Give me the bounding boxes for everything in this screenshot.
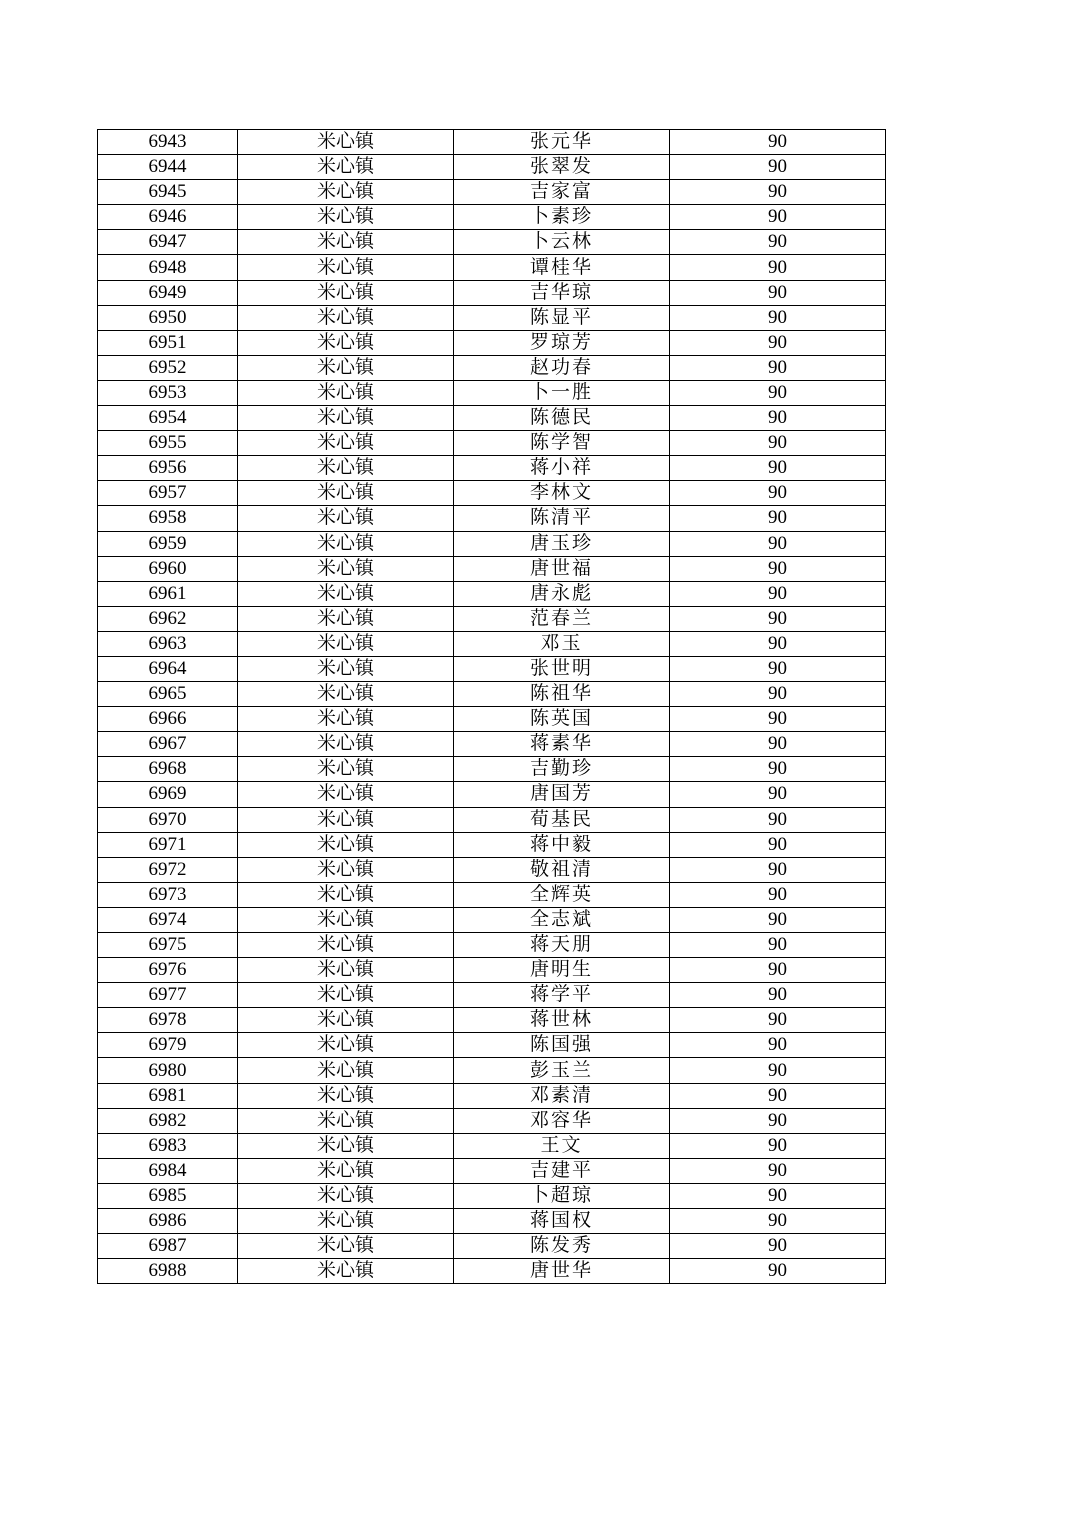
roster-table [97, 129, 886, 1284]
person-name-cell: 卜云林 [454, 230, 670, 255]
table-row [98, 280, 886, 305]
amount-cell: 90 [670, 155, 886, 180]
table-row [98, 1108, 886, 1133]
row-number-cell: 6946 [98, 205, 238, 230]
table-row [98, 707, 886, 732]
row-number-cell: 6970 [98, 807, 238, 832]
person-name-cell: 唐明生 [454, 958, 670, 983]
row-number-cell: 6985 [98, 1183, 238, 1208]
person-name-cell: 全辉英 [454, 882, 670, 907]
amount-cell: 90 [670, 707, 886, 732]
town-cell: 米心镇 [238, 732, 454, 757]
table-row [98, 1008, 886, 1033]
town-cell: 米心镇 [238, 1259, 454, 1284]
amount-cell: 90 [670, 907, 886, 932]
row-number-cell: 6948 [98, 255, 238, 280]
town-cell: 米心镇 [238, 255, 454, 280]
row-number-cell: 6984 [98, 1158, 238, 1183]
person-name-cell: 荀基民 [454, 807, 670, 832]
person-name-cell: 蒋学平 [454, 983, 670, 1008]
amount-cell: 90 [670, 556, 886, 581]
town-cell: 米心镇 [238, 581, 454, 606]
row-number-cell: 6977 [98, 983, 238, 1008]
amount-cell: 90 [670, 330, 886, 355]
amount-cell: 90 [670, 205, 886, 230]
table-row [98, 255, 886, 280]
town-cell: 米心镇 [238, 155, 454, 180]
person-name-cell: 蒋世林 [454, 1008, 670, 1033]
table-row [98, 1033, 886, 1058]
town-cell: 米心镇 [238, 280, 454, 305]
person-name-cell: 王文 [454, 1133, 670, 1158]
person-name-cell: 张翠发 [454, 155, 670, 180]
amount-cell: 90 [670, 1133, 886, 1158]
row-number-cell: 6952 [98, 355, 238, 380]
person-name-cell: 彭玉兰 [454, 1058, 670, 1083]
table-row [98, 631, 886, 656]
table-row [98, 933, 886, 958]
amount-cell: 90 [670, 656, 886, 681]
table-row [98, 406, 886, 431]
amount-cell: 90 [670, 305, 886, 330]
table-row [98, 380, 886, 405]
town-cell: 米心镇 [238, 431, 454, 456]
town-cell: 米心镇 [238, 832, 454, 857]
person-name-cell: 吉建平 [454, 1158, 670, 1183]
table-row [98, 882, 886, 907]
row-number-cell: 6960 [98, 556, 238, 581]
amount-cell: 90 [670, 506, 886, 531]
town-cell: 米心镇 [238, 531, 454, 556]
person-name-cell: 邓容华 [454, 1108, 670, 1133]
person-name-cell: 卜素珍 [454, 205, 670, 230]
amount-cell: 90 [670, 280, 886, 305]
town-cell: 米心镇 [238, 1058, 454, 1083]
town-cell: 米心镇 [238, 130, 454, 155]
table-row [98, 983, 886, 1008]
table-row [98, 907, 886, 932]
table-row [98, 305, 886, 330]
row-number-cell: 6962 [98, 606, 238, 631]
person-name-cell: 吉勤珍 [454, 757, 670, 782]
town-cell: 米心镇 [238, 1108, 454, 1133]
amount-cell: 90 [670, 180, 886, 205]
town-cell: 米心镇 [238, 1209, 454, 1234]
table-row [98, 556, 886, 581]
table-row [98, 832, 886, 857]
amount-cell: 90 [670, 757, 886, 782]
table-row [98, 230, 886, 255]
person-name-cell: 唐国芳 [454, 782, 670, 807]
table-row [98, 1083, 886, 1108]
town-cell: 米心镇 [238, 556, 454, 581]
table-row [98, 682, 886, 707]
row-number-cell: 6943 [98, 130, 238, 155]
table-row [98, 481, 886, 506]
town-cell: 米心镇 [238, 782, 454, 807]
person-name-cell: 李林文 [454, 481, 670, 506]
person-name-cell: 卜一胜 [454, 380, 670, 405]
person-name-cell: 吉华琼 [454, 280, 670, 305]
town-cell: 米心镇 [238, 180, 454, 205]
amount-cell: 90 [670, 230, 886, 255]
table-row [98, 782, 886, 807]
town-cell: 米心镇 [238, 1158, 454, 1183]
row-number-cell: 6969 [98, 782, 238, 807]
town-cell: 米心镇 [238, 506, 454, 531]
town-cell: 米心镇 [238, 933, 454, 958]
row-number-cell: 6949 [98, 280, 238, 305]
row-number-cell: 6981 [98, 1083, 238, 1108]
person-name-cell: 蒋素华 [454, 732, 670, 757]
amount-cell: 90 [670, 682, 886, 707]
row-number-cell: 6986 [98, 1209, 238, 1234]
table-row [98, 531, 886, 556]
row-number-cell: 6953 [98, 380, 238, 405]
amount-cell: 90 [670, 1209, 886, 1234]
town-cell: 米心镇 [238, 882, 454, 907]
row-number-cell: 6967 [98, 732, 238, 757]
table-row [98, 431, 886, 456]
row-number-cell: 6975 [98, 933, 238, 958]
person-name-cell: 唐世华 [454, 1259, 670, 1284]
person-name-cell: 范春兰 [454, 606, 670, 631]
amount-cell: 90 [670, 631, 886, 656]
row-number-cell: 6961 [98, 581, 238, 606]
amount-cell: 90 [670, 355, 886, 380]
row-number-cell: 6964 [98, 656, 238, 681]
amount-cell: 90 [670, 832, 886, 857]
row-number-cell: 6971 [98, 832, 238, 857]
town-cell: 米心镇 [238, 1133, 454, 1158]
amount-cell: 90 [670, 456, 886, 481]
row-number-cell: 6988 [98, 1259, 238, 1284]
table-row [98, 958, 886, 983]
amount-cell: 90 [670, 1083, 886, 1108]
town-cell: 米心镇 [238, 631, 454, 656]
amount-cell: 90 [670, 1058, 886, 1083]
amount-cell: 90 [670, 1158, 886, 1183]
amount-cell: 90 [670, 1008, 886, 1033]
amount-cell: 90 [670, 857, 886, 882]
roster-table-body [98, 130, 886, 1284]
person-name-cell: 蒋国权 [454, 1209, 670, 1234]
table-row [98, 1234, 886, 1259]
row-number-cell: 6965 [98, 682, 238, 707]
amount-cell: 90 [670, 1033, 886, 1058]
table-row [98, 1209, 886, 1234]
table-row [98, 506, 886, 531]
row-number-cell: 6987 [98, 1234, 238, 1259]
person-name-cell: 陈国强 [454, 1033, 670, 1058]
town-cell: 米心镇 [238, 606, 454, 631]
table-row [98, 732, 886, 757]
person-name-cell: 唐永彪 [454, 581, 670, 606]
table-row [98, 355, 886, 380]
town-cell: 米心镇 [238, 456, 454, 481]
town-cell: 米心镇 [238, 757, 454, 782]
person-name-cell: 蒋中毅 [454, 832, 670, 857]
town-cell: 米心镇 [238, 205, 454, 230]
row-number-cell: 6945 [98, 180, 238, 205]
person-name-cell: 卜超琼 [454, 1183, 670, 1208]
row-number-cell: 6980 [98, 1058, 238, 1083]
row-number-cell: 6947 [98, 230, 238, 255]
town-cell: 米心镇 [238, 857, 454, 882]
row-number-cell: 6979 [98, 1033, 238, 1058]
town-cell: 米心镇 [238, 1008, 454, 1033]
person-name-cell: 吉家富 [454, 180, 670, 205]
amount-cell: 90 [670, 1108, 886, 1133]
amount-cell: 90 [670, 1259, 886, 1284]
person-name-cell: 全志斌 [454, 907, 670, 932]
person-name-cell: 唐世福 [454, 556, 670, 581]
table-row [98, 130, 886, 155]
town-cell: 米心镇 [238, 682, 454, 707]
table-row [98, 1183, 886, 1208]
amount-cell: 90 [670, 732, 886, 757]
table-row [98, 456, 886, 481]
amount-cell: 90 [670, 958, 886, 983]
row-number-cell: 6974 [98, 907, 238, 932]
amount-cell: 90 [670, 431, 886, 456]
town-cell: 米心镇 [238, 983, 454, 1008]
row-number-cell: 6976 [98, 958, 238, 983]
amount-cell: 90 [670, 807, 886, 832]
table-row [98, 205, 886, 230]
town-cell: 米心镇 [238, 656, 454, 681]
amount-cell: 90 [670, 255, 886, 280]
person-name-cell: 陈清平 [454, 506, 670, 531]
row-number-cell: 6978 [98, 1008, 238, 1033]
town-cell: 米心镇 [238, 380, 454, 405]
person-name-cell: 蒋小祥 [454, 456, 670, 481]
table-row [98, 1058, 886, 1083]
person-name-cell: 蒋天朋 [454, 933, 670, 958]
amount-cell: 90 [670, 882, 886, 907]
person-name-cell: 邓素清 [454, 1083, 670, 1108]
table-row [98, 180, 886, 205]
person-name-cell: 罗琼芳 [454, 330, 670, 355]
table-row [98, 330, 886, 355]
table-row [98, 757, 886, 782]
row-number-cell: 6959 [98, 531, 238, 556]
row-number-cell: 6983 [98, 1133, 238, 1158]
person-name-cell: 陈显平 [454, 305, 670, 330]
table-row [98, 807, 886, 832]
person-name-cell: 谭桂华 [454, 255, 670, 280]
amount-cell: 90 [670, 933, 886, 958]
person-name-cell: 张世明 [454, 656, 670, 681]
person-name-cell: 陈英国 [454, 707, 670, 732]
town-cell: 米心镇 [238, 230, 454, 255]
person-name-cell: 张元华 [454, 130, 670, 155]
town-cell: 米心镇 [238, 355, 454, 380]
table-row [98, 1259, 886, 1284]
town-cell: 米心镇 [238, 406, 454, 431]
town-cell: 米心镇 [238, 1083, 454, 1108]
amount-cell: 90 [670, 782, 886, 807]
row-number-cell: 6958 [98, 506, 238, 531]
town-cell: 米心镇 [238, 907, 454, 932]
amount-cell: 90 [670, 406, 886, 431]
table-row [98, 1158, 886, 1183]
row-number-cell: 6972 [98, 857, 238, 882]
person-name-cell: 陈学智 [454, 431, 670, 456]
amount-cell: 90 [670, 1234, 886, 1259]
row-number-cell: 6966 [98, 707, 238, 732]
amount-cell: 90 [670, 481, 886, 506]
town-cell: 米心镇 [238, 305, 454, 330]
town-cell: 米心镇 [238, 330, 454, 355]
amount-cell: 90 [670, 531, 886, 556]
town-cell: 米心镇 [238, 481, 454, 506]
row-number-cell: 6957 [98, 481, 238, 506]
person-name-cell: 陈发秀 [454, 1234, 670, 1259]
table-row [98, 606, 886, 631]
town-cell: 米心镇 [238, 1234, 454, 1259]
person-name-cell: 邓玉 [454, 631, 670, 656]
person-name-cell: 唐玉珍 [454, 531, 670, 556]
town-cell: 米心镇 [238, 707, 454, 732]
row-number-cell: 6982 [98, 1108, 238, 1133]
amount-cell: 90 [670, 380, 886, 405]
town-cell: 米心镇 [238, 1183, 454, 1208]
row-number-cell: 6950 [98, 305, 238, 330]
amount-cell: 90 [670, 606, 886, 631]
person-name-cell: 赵功春 [454, 355, 670, 380]
town-cell: 米心镇 [238, 1033, 454, 1058]
row-number-cell: 6944 [98, 155, 238, 180]
row-number-cell: 6973 [98, 882, 238, 907]
table-row [98, 857, 886, 882]
town-cell: 米心镇 [238, 958, 454, 983]
person-name-cell: 敬祖清 [454, 857, 670, 882]
person-name-cell: 陈祖华 [454, 682, 670, 707]
row-number-cell: 6963 [98, 631, 238, 656]
person-name-cell: 陈德民 [454, 406, 670, 431]
table-row [98, 656, 886, 681]
row-number-cell: 6955 [98, 431, 238, 456]
amount-cell: 90 [670, 581, 886, 606]
amount-cell: 90 [670, 130, 886, 155]
amount-cell: 90 [670, 1183, 886, 1208]
table-row [98, 581, 886, 606]
row-number-cell: 6951 [98, 330, 238, 355]
amount-cell: 90 [670, 983, 886, 1008]
row-number-cell: 6968 [98, 757, 238, 782]
table-row [98, 155, 886, 180]
table-row [98, 1133, 886, 1158]
town-cell: 米心镇 [238, 807, 454, 832]
row-number-cell: 6956 [98, 456, 238, 481]
row-number-cell: 6954 [98, 406, 238, 431]
